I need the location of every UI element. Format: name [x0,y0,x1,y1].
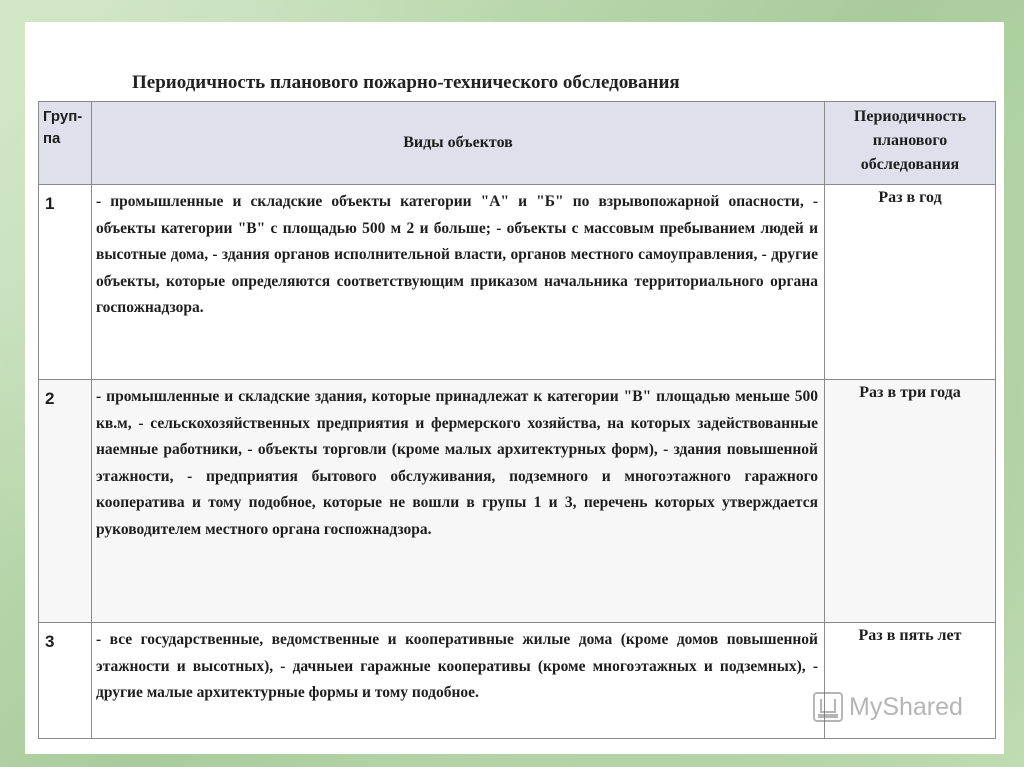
table-header-row [39,102,996,185]
myshared-logo-icon [813,692,843,722]
inspection-period: Раз в пять лет [825,623,996,739]
object-types: - промышленные и складские здания, которые принадлежат к категории "В" площадью меньше 500 кв.м, - сельскохозяйственных предприятия и фермерского хозяйства, на которых задействованные наемные работники, - объекты торговли (кроме малых архитектурных форм), - здания повышенной этажности, - предприятия бытового обслуживания, подземного и многоэтажного гаражного кооператива и тому подобное, которые не вошли в групы 1 и 3, перечень которых утверждается руководителем местного органа госпожнадзора. [92,380,825,623]
object-types: - промышленные и складские объекты категории "А" и "Б" по взрывопожарной опасности, - объекты категории "В" с площадью 500 м 2 и больше; - объекты с массовым пребыванием людей и высотные дома, - здания органов исполнительной власти, органов местного самоуправления, - другие объекты, которые определяются соответствующим приказом начальника территориального органа госпожнадзора. [92,185,825,380]
group-number: 3 [39,623,92,739]
inspection-period: Раз в три года [825,380,996,623]
object-types: - все государственные, ведомственные и кооперативные жилые дома (кроме домов повышенной этажности и высотных), - дачныеи гаражные кооперативы (кроме многоэтажных и подземных), - другие малые архитектурные формы и тому подобное. [92,623,825,739]
inspection-period: Раз в год [825,185,996,380]
myshared-watermark [813,689,963,725]
page-title: Периодичность планового пожарно-технического обследования [132,72,680,93]
header-group: Груп-па [39,102,92,185]
table-row [39,185,996,380]
slide [25,22,1004,754]
group-number: 2 [39,380,92,623]
header-objects: Виды объектов [92,102,825,185]
header-period: Периодичность планового обследования [825,102,996,185]
group-number: 1 [39,185,92,380]
inspection-table [38,101,996,739]
watermark-text: MyShared [849,692,963,721]
table-row [39,380,996,623]
